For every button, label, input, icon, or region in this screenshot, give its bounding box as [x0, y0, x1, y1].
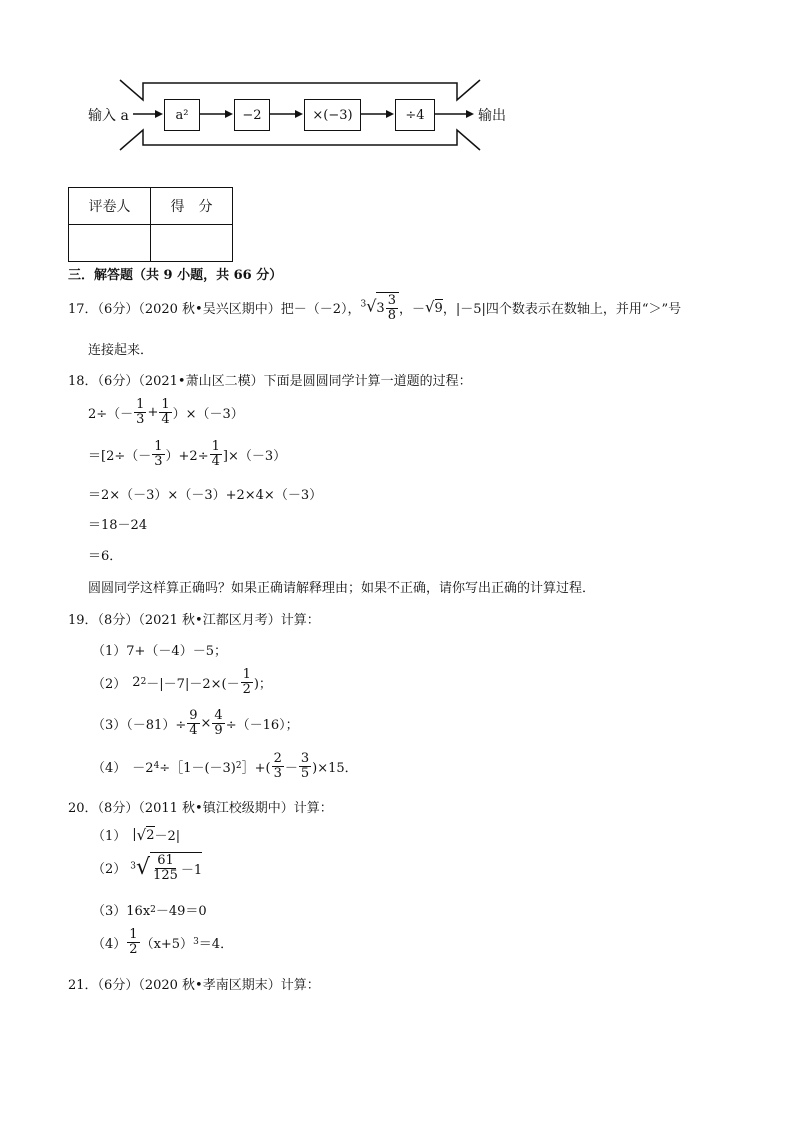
- q21-head: 21．（6分）（2020 秋•孝南区期末）计算：: [68, 978, 320, 993]
- q20-p3-a: （3）16x: [92, 904, 151, 919]
- section-title: 三．解答题（共 9 小题，共 66 分）: [68, 268, 283, 283]
- q19-p3-f1d: 4: [189, 722, 198, 738]
- q18-l1-f1d: 3: [136, 411, 145, 427]
- q19-p2-a: 2: [132, 674, 141, 690]
- q19-part4: [92, 752, 358, 780]
- flow-box-div4: ÷4: [395, 99, 435, 131]
- q19-p4-f2d: 5: [300, 765, 310, 781]
- q19-p4-a: －2: [132, 760, 154, 776]
- q18-line1: [88, 398, 244, 426]
- q19-p3-a: （3）（－81）÷: [92, 717, 187, 733]
- q20-p2-fd: 125: [153, 867, 178, 883]
- q18-l2-f1n: 1: [154, 439, 163, 454]
- q19-p4-f1n: 2: [273, 751, 282, 766]
- score-table-score-cell[interactable]: [151, 225, 233, 262]
- q20-part4: [92, 928, 233, 956]
- q19-p4-minus: －: [284, 760, 298, 776]
- q20-p1-label: （1）: [92, 829, 127, 844]
- q17-cube-index: 3: [360, 299, 367, 310]
- q17-whole: 3: [376, 300, 385, 316]
- q17-num: 3: [387, 293, 396, 308]
- question-17: 17．（6分）（2020 秋•吴兴区期中）把－（－2）， $^3$√ 3 $\frac{3}{8}$ ，－ √ 9 ，|－5|四个数表示在数轴上，并用“＞”号: [68, 293, 682, 323]
- q19-p2-b: －|－7|－2×(－: [146, 676, 240, 692]
- flowchart-lines: [0, 0, 794, 160]
- score-table-score: 得 分: [151, 188, 233, 225]
- q19-p2-fn: 1: [242, 667, 251, 682]
- flow-box-minus2: −2: [234, 99, 270, 131]
- q17-tail: ，|－5|四个数表示在数轴上，并用“＞”号: [442, 301, 682, 317]
- q19-head: 19．（8分）（2021 秋•江都区月考）计算：: [68, 613, 320, 628]
- q18-l1-a: 2÷（－: [88, 406, 134, 422]
- q18-line3: ＝2×（－3）×（－3）+2×4×（－3）: [88, 488, 323, 503]
- q17-sqrt-arg: 9: [434, 300, 443, 316]
- q17-line2: 连接起来．: [88, 343, 154, 358]
- q18-l1-f2n: 1: [161, 397, 170, 412]
- q17-den: 8: [387, 307, 396, 323]
- q18-l2-f1d: 3: [154, 453, 163, 469]
- score-table-grader-cell[interactable]: [69, 225, 151, 262]
- q19-part2: [92, 668, 272, 696]
- q20-p2-fn: 61: [157, 853, 174, 868]
- q18-l2-f2n: 1: [211, 439, 220, 454]
- q19-p3-b: ÷（－16）；: [225, 717, 299, 733]
- q18-l1-f2d: 4: [161, 411, 170, 427]
- flow-input-label: 输入 a: [88, 108, 129, 124]
- q19-p3-x: ×: [200, 715, 212, 731]
- q19-p4-exp: 4: [153, 761, 160, 772]
- q18-l2-f2d: 4: [211, 453, 220, 469]
- score-table-grader: 评卷人: [69, 188, 151, 225]
- q20-p4-label: （4）: [92, 936, 127, 952]
- q18-question: 圆圆同学这样算正确吗？如果正确请解释理由；如果不正确，请你写出正确的计算过程．: [88, 581, 596, 596]
- q19-p3-f2d: 9: [214, 722, 223, 738]
- q19-p4-c: ］+(: [241, 760, 271, 776]
- q20-part1: （1） | √ 2 －2|: [92, 825, 181, 844]
- q19-p4-b: ÷［1－(－3): [159, 760, 236, 776]
- q19-p4-d: )×15．: [312, 760, 358, 776]
- q19-p2-c: )；: [253, 676, 272, 692]
- q17-cube-root: $^3$√ 3 $\frac{3}{8}$: [360, 292, 399, 322]
- q18-l2-a: ＝[2÷（－: [88, 448, 152, 464]
- q20-p4-b: ＝4．: [198, 936, 234, 952]
- q20-p1-sqrt: 2: [146, 828, 155, 843]
- q20-p1-a: |: [132, 827, 137, 842]
- q18-line2: [88, 440, 286, 468]
- q18-l1-f1n: 1: [136, 397, 145, 412]
- q18-l2-b: ）+2÷: [165, 448, 209, 464]
- q20-p2-label: （2）: [92, 861, 127, 877]
- q18-l2-c: ]×（－3）: [222, 448, 287, 464]
- q18-head: 18．（6分）（2021•萧山区二模）下面是圆圆同学计算一道题的过程：: [68, 374, 472, 389]
- q17-head: 17．（6分）（2020 秋•吴兴区期中）把－（－2），: [68, 301, 361, 317]
- q18-line4: ＝18－24: [88, 518, 148, 533]
- q19-p4-f2n: 3: [300, 751, 310, 766]
- q20-part2: （2） $^3$√ $\frac{61}{125}$ －1: [92, 853, 203, 883]
- q19-p3-f2n: 4: [214, 708, 223, 723]
- q19-p2-exp: 2: [140, 677, 147, 688]
- q20-p4-a: （x+5）: [140, 936, 194, 952]
- score-table: [68, 187, 233, 262]
- q19-part1: （1）7+（－4）－5；: [92, 644, 227, 659]
- q19-p3-f1n: 9: [189, 708, 198, 723]
- q19-p4-exp2: 2: [235, 761, 242, 772]
- q19-part3: [92, 709, 299, 737]
- q20-head: 20．（8分）（2011 秋•镇江校级期中）计算：: [68, 801, 333, 816]
- q20-p1-b: －2|: [154, 829, 181, 844]
- q20-part3: [92, 900, 207, 919]
- q19-p4-f1d: 3: [273, 765, 282, 781]
- flow-box-times-neg3: ×(−3): [304, 99, 361, 131]
- q20-p4-fn: 1: [129, 927, 138, 942]
- q20-p3-exp: 2: [150, 904, 156, 915]
- q17-mid: ，－: [398, 301, 425, 317]
- q18-l1-b: ）×（－3）: [172, 406, 244, 422]
- q18-l1-plus: +: [147, 404, 159, 420]
- q20-p2-index: 3: [130, 861, 137, 872]
- flow-output-label: 输出: [478, 108, 506, 124]
- q20-p4-exp: 3: [193, 937, 199, 948]
- q19-p2-fd: 2: [242, 681, 251, 697]
- q19-p2-label: （2）: [92, 676, 127, 692]
- q18-line5: ＝6．: [88, 549, 123, 564]
- q20-p2-tail: －1: [180, 862, 203, 878]
- q20-p3-b: －49＝0: [155, 904, 207, 919]
- q20-p4-fd: 2: [129, 941, 138, 957]
- flow-box-square: a²: [164, 99, 200, 131]
- q19-p4-label: （4）: [92, 760, 127, 776]
